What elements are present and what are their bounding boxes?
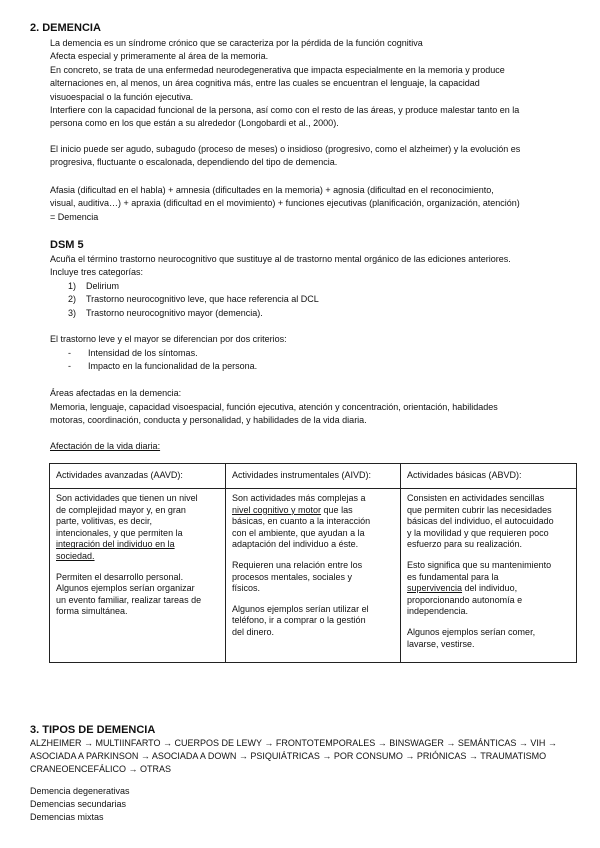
- chain-line: CRANEOENCEFÁLICO → OTRAS: [30, 764, 172, 774]
- section-3-title: 3. TIPOS DE DEMENCIA: [30, 724, 156, 736]
- cell-line: un evento familiar, realizar tareas de: [56, 594, 202, 605]
- table-header-row: [50, 464, 577, 489]
- chain-line: ASOCIADA A PARKINSON → ASOCIADA A DOWN → PSIQUIÁTRICAS → POR CONSUMO → PRIÓNICAS → TRAUMATISMO: [30, 751, 547, 761]
- dementia-types-chain: [30, 737, 557, 776]
- cell-line: nivel cognitivo y motor que las: [232, 504, 353, 515]
- cell-line: sociedad.: [56, 550, 95, 561]
- cell-line: procesos mentales, sociales y: [232, 571, 353, 582]
- dsm-line: Acuña el término trastorno neurocognitivo que sustituye al de trastorno mental orgánico de las ediciones anteriores.: [50, 254, 511, 264]
- formula-line: = Demencia: [50, 211, 99, 222]
- daily-life-title: Afectación de la vida diaria:: [50, 441, 161, 451]
- cell-line: Son actividades que tienen un nivel: [56, 493, 198, 503]
- list-item: Demencias secundarias: [30, 799, 127, 809]
- section-2-title: 2. DEMENCIA: [30, 22, 101, 34]
- cell-line: supervivencia del individuo,: [407, 583, 518, 594]
- cell-line: adaptación del individuo a éste.: [232, 539, 359, 550]
- intro-line: Afecta especial y primeramente al área de la memoria.: [50, 51, 269, 62]
- cell-line: Esto significa que su mantenimiento: [407, 559, 552, 570]
- cell-line: básicas, en cuanto a la interacción: [232, 516, 371, 527]
- table-row: [50, 489, 577, 663]
- onset-line: El inicio puede ser agudo, subagudo (proceso de meses) o insidioso (progresivo, como el alzheimer) y la evolución es: [50, 144, 521, 154]
- dsm-title: DSM 5: [50, 239, 84, 251]
- activities-table: [49, 463, 577, 663]
- intro-line: En concreto, se trata de una enfermedad neurodegenerativa que impacta especialmente en la memoria y produce: [50, 64, 505, 75]
- areas-line: motoras, coordinación, conducta y personalidad, y habilidades de la vida diaria.: [50, 415, 367, 426]
- cell-line: es fundamental para la: [407, 571, 499, 582]
- header-aivd: Actividades instrumentales (AIVD):: [226, 464, 401, 489]
- cell-line: que permiten cubrir las necesidades: [407, 504, 552, 515]
- formula-paragraph: [50, 184, 520, 224]
- cell-abvd: [401, 489, 577, 663]
- cell-line: de complejidad mayor y, en gran: [56, 504, 186, 515]
- chain-line: ALZHEIMER → MULTIINFARTO → CUERPOS DE LEWY → FRONTOTEMPORALES → BINSWAGER → SEMÁNTICAS → VIH →: [30, 738, 557, 748]
- header-aavd: Actividades avanzadas (AAVD):: [50, 464, 226, 489]
- formula-line: visual, auditiva…) + apraxia (dificultad en el movimiento) + funciones ejecutivas (planificación, organización, atención): [50, 198, 520, 209]
- areas-paragraph: [50, 401, 498, 428]
- cell-line: y la movilidad y que requieren poco: [407, 527, 549, 538]
- dementia-kinds-list: [30, 785, 130, 824]
- cell-line: lavarse, vestirse.: [407, 638, 475, 649]
- onset-paragraph: [50, 143, 520, 170]
- areas-line: Memoria, lenguaje, capacidad visoespacial, función ejecutiva, atención y concentración, orientación, habilidades: [50, 402, 498, 412]
- cell-line: con el ambiente, que ayudan a la: [232, 527, 365, 538]
- criteria-intro: El trastorno leve y el mayor se diferencian por dos criterios:: [50, 334, 287, 344]
- list-item: Demencia degenerativas: [30, 786, 130, 796]
- cell-line: esfuerzo para su realización.: [407, 539, 523, 550]
- cell-line: proporcionando autonomía e: [407, 594, 523, 605]
- dsm-line: Incluye tres categorías:: [50, 267, 144, 278]
- cell-line: independencia.: [407, 606, 469, 617]
- cell-line: intencionales, y que permiten la: [56, 527, 183, 538]
- onset-line: progresiva, fluctuante o escalonada, dependiendo del tipo de demencia.: [50, 157, 338, 168]
- cell-line: Consisten en actividades sencillas: [407, 493, 545, 503]
- cell-line: forma simultánea.: [56, 606, 128, 617]
- intro-line: visuoespacial o la función ejecutiva.: [50, 91, 194, 102]
- intro-line: La demencia es un síndrome crónico que se caracteriza por la pérdida de la función cognitiva: [50, 38, 423, 48]
- dsm-paragraph: [50, 253, 511, 280]
- cell-line: del dinero.: [232, 626, 275, 637]
- cell-line: Algunos ejemplos serían comer,: [407, 626, 536, 637]
- intro-paragraph: [50, 37, 519, 131]
- cell-line: básicas del individuo, el autocuidado: [407, 516, 554, 527]
- cell-line: integración del individuo en la: [56, 539, 175, 550]
- criteria-list: [68, 347, 257, 374]
- header-abvd: Actividades básicas (ABVD):: [401, 464, 577, 489]
- category-item: 1) Delirium: [68, 281, 120, 291]
- cell-line: físicos.: [232, 583, 261, 594]
- criteria-item: - Intensidad de los síntomas.: [68, 348, 198, 358]
- cell-aivd: [226, 489, 401, 663]
- intro-line: Interfiere con la capacidad funcional de la persona, así como con el resto de las áreas, y produce malestar tanto en la: [50, 105, 520, 116]
- category-item: 2) Trastorno neurocognitivo leve, que hace referencia al DCL: [68, 294, 319, 305]
- cell-line: Son actividades más complejas a: [232, 493, 366, 503]
- cell-line: Algunos ejemplos serían utilizar el: [232, 603, 369, 614]
- cell-aavd: [50, 489, 226, 663]
- intro-line: alternaciones en, al menos, un área cognitiva más, entre las cuales se encuentran el lenguaje, la capacidad: [50, 78, 480, 89]
- cell-line: Permiten el desarrollo personal.: [56, 571, 184, 582]
- category-item: 3) Trastorno neurocognitivo mayor (demencia).: [68, 307, 263, 318]
- intro-line: persona como en los que están a su alrededor (Longobardi et al., 2000).: [50, 118, 339, 129]
- list-item: Demencias mixtas: [30, 812, 104, 822]
- cell-line: Requieren una relación entre los: [232, 559, 363, 570]
- cell-line: teléfono, ir a comprar o la gestión: [232, 615, 366, 626]
- cell-line: Algunos ejemplos serían organizar: [56, 583, 195, 594]
- formula-line: Afasia (dificultad en el habla) + amnesia (dificultades en la memoria) + agnosia (dificultad en el reconocimiento,: [50, 185, 494, 195]
- categories-list: [68, 280, 319, 320]
- criteria-item: - Impacto en la funcionalidad de la persona.: [68, 361, 258, 372]
- cell-line: parte, volitivas, es decir,: [56, 516, 153, 527]
- areas-title: Áreas afectadas en la demencia:: [50, 388, 182, 398]
